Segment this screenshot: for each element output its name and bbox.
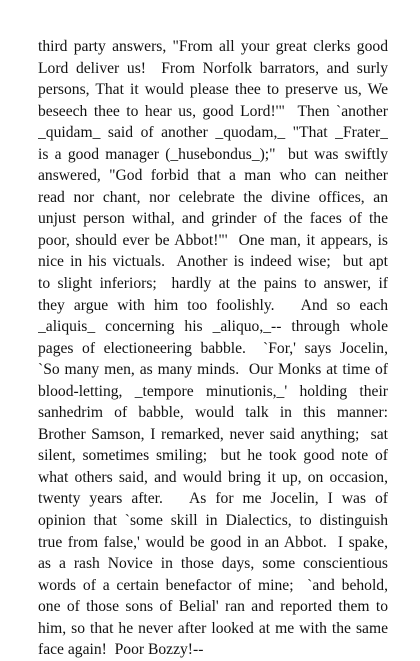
text-line-9: unjust person withal, and grinder of the faces of the [38,210,388,228]
text-line-28: him, so that he never after looked at me with the same [38,619,388,637]
text-line-24: true from false,' would be good in an Abbot. I spake, [38,533,388,551]
text-line-29: face again! Poor Bozzy!-- [38,641,204,659]
text-line-8: read nor chant, nor celebrate the divine offices, an [38,188,388,206]
text-line-23: opinion that `some skill in Dialectics, to distinguish [38,512,388,530]
text-line-14: _aliquis_ concerning his _aliquo,_-- through whole [38,318,388,336]
text-line-5: _quidam_ said of another _quodam,_ "That _Frater_ [38,124,388,142]
text-line-18: sanhedrim of babble, would talk in this manner: [38,404,388,422]
text-line-26: words of a certain benefactor of mine; `and behold, [38,576,388,594]
text-line-11: nice in his victuals. Another is indeed wise; but apt [38,253,388,271]
text-line-4: beseech thee to hear us, good Lord!'" Then `another [38,102,388,120]
text-line-10: poor, should ever be Abbot!"' One man, it appears, is [38,231,388,249]
text-line-12: to slight inferiors; hardly at the pains to answer, if [38,275,388,293]
text-line-20: silent, sometimes smiling; but he took good note of [38,447,388,465]
text-line-17: blood-letting, _tempore minutionis,_' holding their [38,382,388,400]
text-line-25: as a rash Novice in those days, some conscientious [38,555,388,573]
body-text [38,36,388,661]
text-line-1: third party answers, "From all your great clerks good [38,38,388,55]
text-line-16: `So many men, as many minds. Our Monks at time of [38,361,388,379]
text-line-13: they argue with him too foolishly. And so each [38,296,388,314]
text-line-3: persons, That it would please thee to preserve us, We [38,81,388,99]
text-line-6: is a good manager (_husebondus_);" but was swiftly [38,145,388,163]
text-line-21: what others said, and would bring it up, on occasion, [38,468,388,486]
text-line-22: twenty years after. As for me Jocelin, I was of [38,490,388,508]
text-line-15: pages of electioneering babble. `For,' says Jocelin, [38,339,388,357]
text-line-7: answered, "God forbid that a man who can neither [38,167,388,185]
text-line-19: Brother Samson, I remarked, never said anything; sat [38,425,388,443]
text-line-27: one of those sons of Belial' ran and reported them to [38,598,388,616]
text-line-2: Lord deliver us! From Norfolk barrators, and surly [38,59,388,77]
